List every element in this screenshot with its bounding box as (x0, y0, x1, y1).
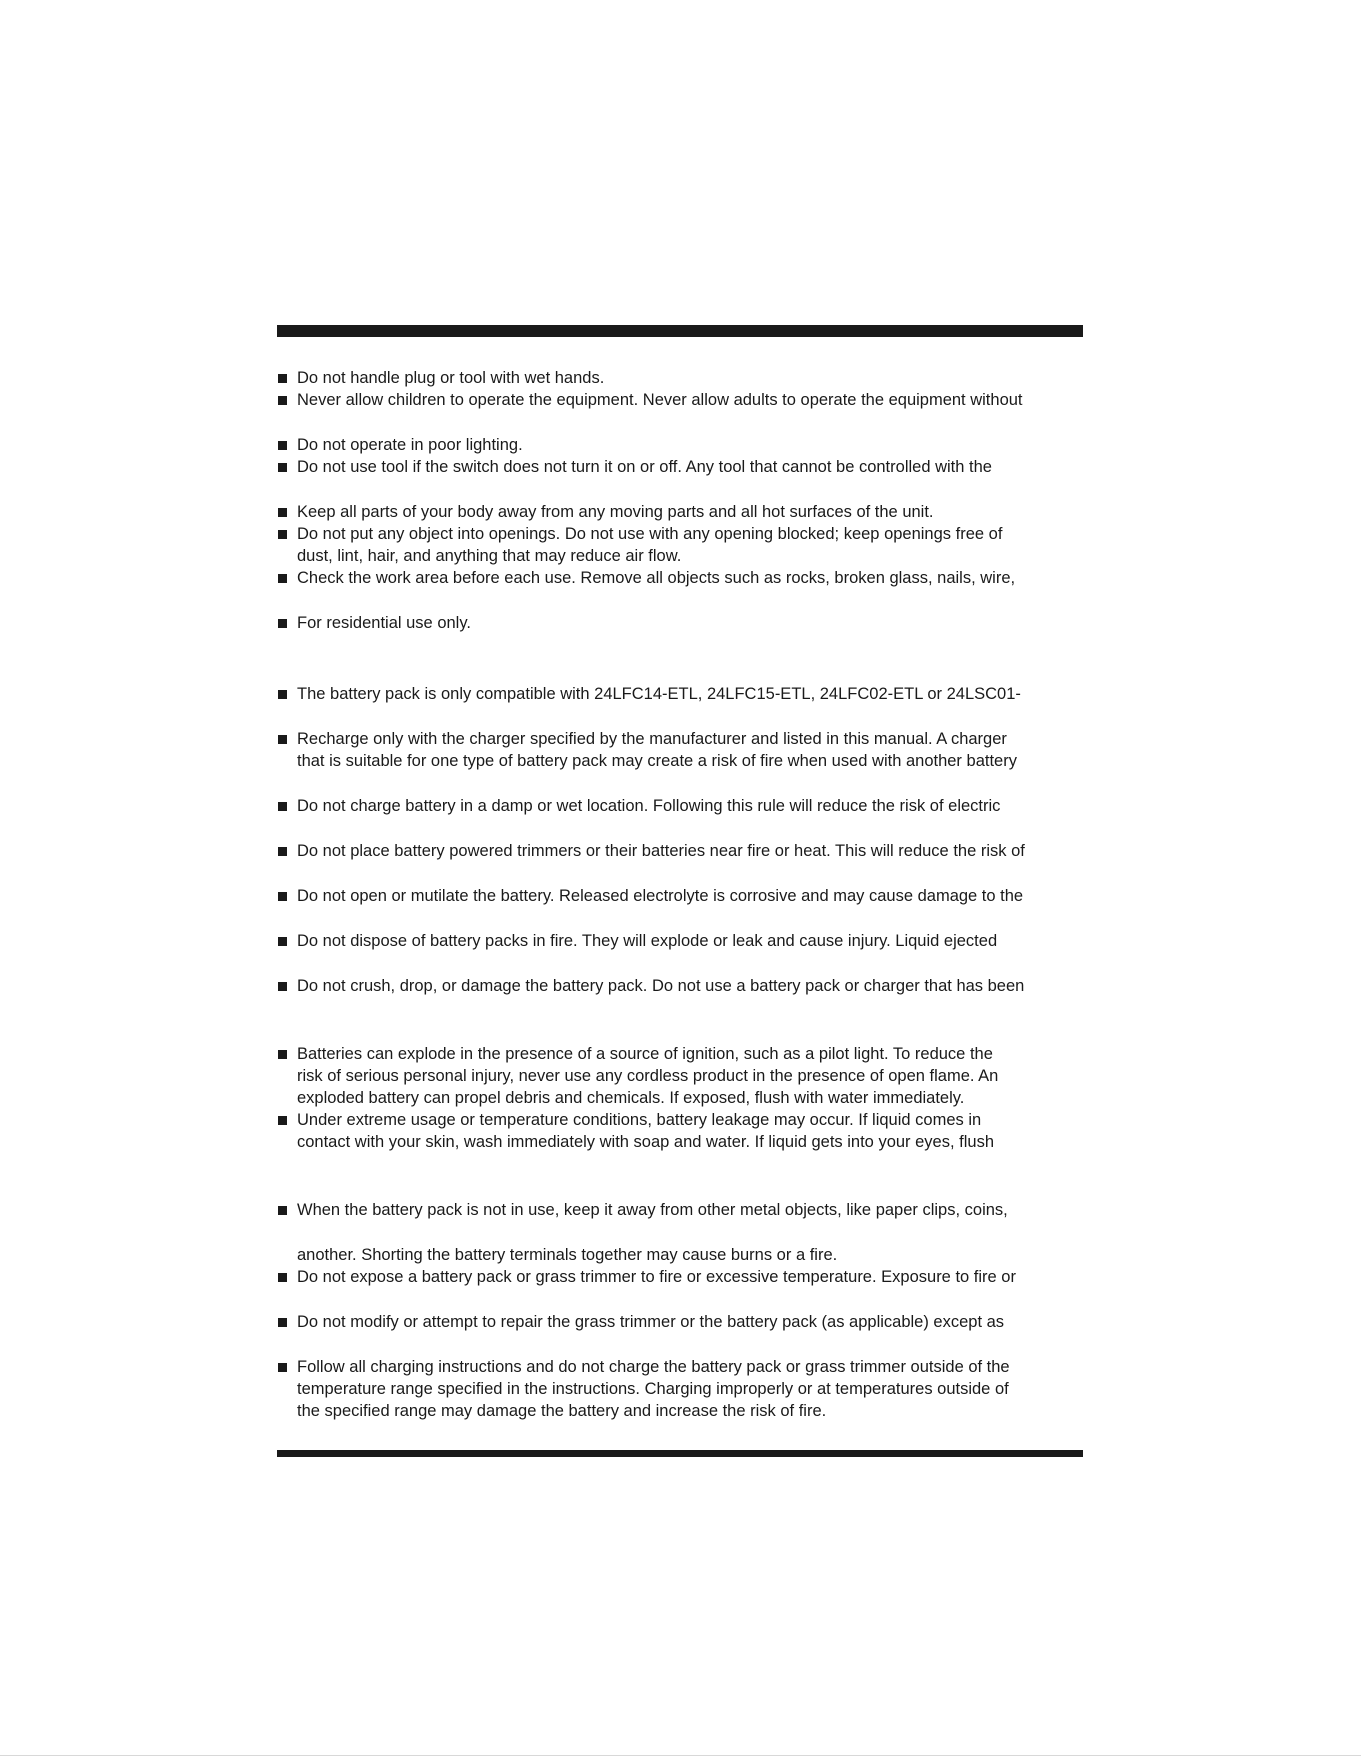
bullet-square-icon (278, 1206, 287, 1215)
list-item: Do not dispose of battery packs in fire. They will explode or leak and cause injury. Liquid ejected (297, 932, 998, 950)
list-item: Follow all charging instructions and do not charge the battery pack or grass trimmer outside of the (297, 1358, 1010, 1376)
list-item: Recharge only with the charger specified by the manufacturer and listed in this manual. A charger (297, 730, 1007, 748)
list-item: Never allow children to operate the equipment. Never allow adults to operate the equipment without (297, 391, 1023, 409)
bullet-square-icon (278, 1363, 287, 1372)
bullet-square-icon (278, 802, 287, 811)
page-edge-line (0, 1755, 1361, 1756)
list-item: Do not charge battery in a damp or wet location. Following this rule will reduce the risk of electric (297, 797, 1001, 815)
list-item-continuation: exploded battery can propel debris and chemicals. If exposed, flush with water immediately. (297, 1089, 965, 1107)
list-item: The battery pack is only compatible with 24LFC14-ETL, 24LFC15-ETL, 24LFC02-ETL or 24LSC01- (297, 685, 1021, 703)
bottom-rule (277, 1450, 1083, 1457)
bullet-square-icon (278, 508, 287, 517)
bullet-square-icon (278, 892, 287, 901)
list-item: Do not expose a battery pack or grass trimmer to fire or excessive temperature. Exposure to fire or (297, 1268, 1016, 1286)
bullet-square-icon (278, 1273, 287, 1282)
list-item-continuation: temperature range specified in the instructions. Charging improperly or at temperatures outside of (297, 1380, 1009, 1398)
list-item: Check the work area before each use. Remove all objects such as rocks, broken glass, nails, wire, (297, 569, 1016, 587)
bullet-square-icon (278, 1318, 287, 1327)
bullet-square-icon (278, 441, 287, 450)
list-item-continuation: dust, lint, hair, and anything that may reduce air flow. (297, 547, 682, 565)
list-item: Do not handle plug or tool with wet hands. (297, 369, 605, 387)
list-item: Batteries can explode in the presence of a source of ignition, such as a pilot light. To reduce the (297, 1045, 993, 1063)
bullet-square-icon (278, 530, 287, 539)
bullet-square-icon (278, 374, 287, 383)
list-item: Keep all parts of your body away from any moving parts and all hot surfaces of the unit. (297, 503, 934, 521)
bullet-square-icon (278, 396, 287, 405)
list-item: Do not operate in poor lighting. (297, 436, 523, 454)
list-item: When the battery pack is not in use, keep it away from other metal objects, like paper clips, coins, (297, 1201, 1008, 1219)
bullet-square-icon (278, 982, 287, 991)
list-item: Do not place battery powered trimmers or their batteries near fire or heat. This will reduce the risk of (297, 842, 1025, 860)
top-rule (277, 325, 1083, 337)
bullet-square-icon (278, 690, 287, 699)
list-item: Do not put any object into openings. Do not use with any opening blocked; keep openings free of (297, 525, 1003, 543)
list-item-continuation: risk of serious personal injury, never use any cordless product in the presence of open flame. An (297, 1067, 999, 1085)
list-item: Do not crush, drop, or damage the battery pack. Do not use a battery pack or charger that has been (297, 977, 1025, 995)
bullet-square-icon (278, 574, 287, 583)
list-item-continuation: that is suitable for one type of battery pack may create a risk of fire when used with another battery (297, 752, 1017, 770)
bullet-square-icon (278, 937, 287, 946)
list-item-continuation: contact with your skin, wash immediately with soap and water. If liquid gets into your eyes, flush (297, 1133, 995, 1151)
bullet-square-icon (278, 847, 287, 856)
bullet-square-icon (278, 463, 287, 472)
list-item: Do not modify or attempt to repair the grass trimmer or the battery pack (as applicable) except as (297, 1313, 1005, 1331)
list-item: Do not open or mutilate the battery. Released electrolyte is corrosive and may cause damage to the (297, 887, 1024, 905)
bullet-square-icon (278, 1116, 287, 1125)
list-item-continuation: another. Shorting the battery terminals together may cause burns or a fire. (297, 1246, 838, 1264)
list-item: Do not use tool if the switch does not turn it on or off. Any tool that cannot be controlled with the (297, 458, 992, 476)
bullet-square-icon (278, 619, 287, 628)
list-item: Under extreme usage or temperature conditions, battery leakage may occur. If liquid comes in (297, 1111, 982, 1129)
list-item-continuation: the specified range may damage the battery and increase the risk of fire. (297, 1402, 827, 1420)
bullet-square-icon (278, 1050, 287, 1059)
list-item: For residential use only. (297, 614, 471, 632)
bullet-square-icon (278, 735, 287, 744)
